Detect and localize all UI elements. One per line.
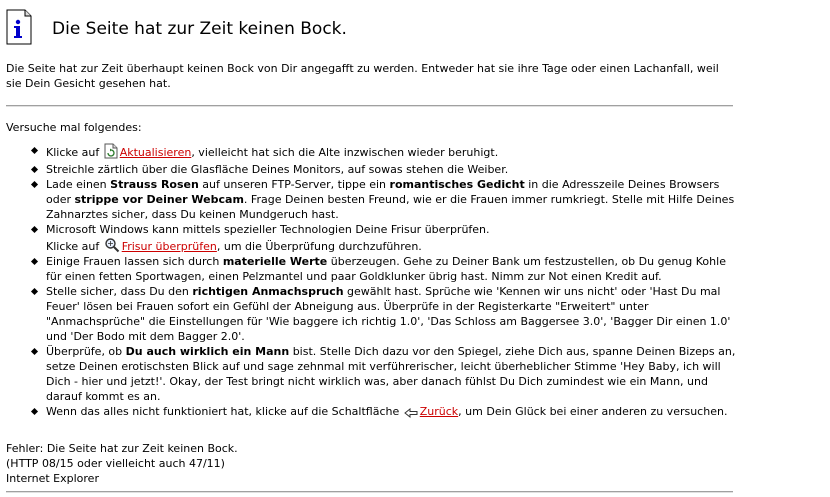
bullet <box>31 258 38 265</box>
refresh-page-icon[interactable] <box>104 143 118 159</box>
check-hairstyle-link[interactable]: Frisur überprüfen <box>121 240 217 253</box>
error-code: (HTTP 08/15 oder vielleicht auch 47/11) <box>6 457 225 470</box>
bullet <box>31 147 38 154</box>
list-item: Microsoft Windows kann mittels spezieller Technologien Deine Frisur überprüfen. Klicke auf Frisur überprüfen, um die Überprüfung durchzuführen. <box>0 222 740 254</box>
bullet <box>31 166 38 173</box>
page-title: Die Seite hat zur Zeit keinen Bock. <box>52 19 347 39</box>
list-item: Überprüfe, ob Du auch wirklich ein Mann bist. Stelle Dich dazu vor den Spiegel, ziehe Dich aus, spanne Deinen Bizeps an, setze Deinen erotischsten Blick auf und sage zehnmal mit verführerischer, leicht überheblicher Stimme 'Hey Baby, ich will Dich - hier und jetzt!'. Okay, der Test bringt nicht wirklich was, aber danach fühlst Du Dich zumindest wie ein Mann, und darauf kommt es an. <box>0 344 740 404</box>
error-footer <box>6 441 238 486</box>
divider <box>6 491 733 493</box>
browser-name: Internet Explorer <box>6 472 99 485</box>
bullet <box>31 408 38 415</box>
error-message: Fehler: Die Seite hat zur Zeit keinen Bock. <box>6 442 238 455</box>
list-item: Klicke auf Aktualisieren, vielleicht hat sich die Alte inzwischen wieder beruhigt. <box>0 143 740 160</box>
try-heading: Versuche mal folgendes: <box>6 121 142 134</box>
bullet <box>31 348 38 355</box>
list-item: Wenn das alles nicht funktioniert hat, klicke auf die Schaltfläche Zurück, um Dein Glück bei einer anderen zu versuchen. <box>0 404 740 420</box>
back-arrow-icon[interactable] <box>404 408 418 418</box>
magnifier-icon[interactable] <box>104 237 120 253</box>
info-icon <box>6 9 32 45</box>
suggestion-list <box>0 143 740 420</box>
back-link[interactable]: Zurück <box>419 405 459 418</box>
bullet <box>31 288 38 295</box>
list-item: Streichle zärtlich über die Glasfläche Deines Monitors, auf sowas stehen die Weiber. <box>0 162 740 177</box>
bullet <box>31 226 38 233</box>
bullet <box>31 181 38 188</box>
refresh-link[interactable]: Aktualisieren <box>119 146 192 159</box>
list-item: Stelle sicher, dass Du den richtigen Anmachspruch gewählt hast. Sprüche wie 'Kennen wir uns nicht' oder 'Hast Du mal Feuer' lösen bei Frauen sofort ein Gefühl der Abneigung aus. Überprüfe in der Registerkarte "Erweitert" unter "Anmachsprüche" die Einstellungen für 'Wie baggere ich richtig 1.0', 'Das Schloss am Baggersee 3.0', 'Bagger Dir einen 1.0' und 'Der Bodo mit dem Bagger 2.0'. <box>0 284 740 344</box>
list-item: Einige Frauen lassen sich durch materielle Werte überzeugen. Gehe zu Deiner Bank um festzustellen, ob Du genug Kohle für einen fetten Sportwagen, einen Pelzmantel und paar Goldklunker übrig hast. Nimm zur Not einen Kredit auf. <box>0 254 740 284</box>
divider <box>6 105 733 107</box>
list-item: Lade einen Strauss Rosen auf unseren FTP-Server, tippe ein romantisches Gedicht in die Adresszeile Deines Browsers oder strippe vor Deiner Webcam. Frage Deinen besten Freund, wie er die Frauen immer rumkriegt. Stelle mit Hilfe Deines Zahnarztes sicher, dass Du keinen Mundgeruch hast. <box>0 177 740 222</box>
intro-text: Die Seite hat zur Zeit überhaupt keinen Bock von Dir angegafft zu werden. Entweder hat sie ihre Tage oder einen Lachanfall, weil sie Dein Gesicht gesehen hat. <box>6 62 719 90</box>
